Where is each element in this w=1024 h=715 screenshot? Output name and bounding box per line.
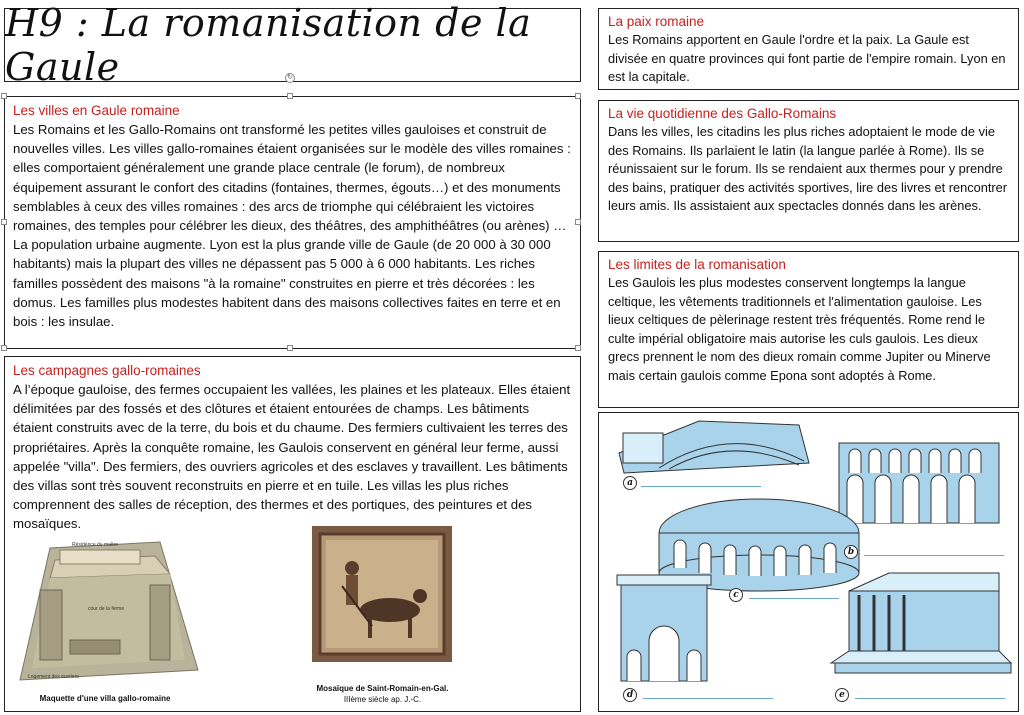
mosaic-caption-2: IIIème siècle ap. J.-C. [343,695,422,704]
monument-label-b: b [844,545,858,559]
monument-label-d: d [623,688,637,702]
limites-section [598,251,1019,408]
villes-paragraph-1: Les Romains et les Gallo-Romains ont transformé les petites villes gauloises et construit de nouvelles villes. Les villes gallo-romaines étaient organisées sur le modèle des villes romaines : elles comportaient généralement une grande place centrale (le forum), de nombreux équipement assurant le confort des citadins (fontaines, thermes, égouts…) et des monuments semblables à ceux des villes romaines : des arcs de triomphe qui célébraient les victoires romaines, des temples pour célébrer les dieux, des théâtres, des amphithéâtres (ou arènes) … [13,122,571,234]
limites-text: Les Gaulois les plus modestes conservent longtemps la langue celtique, les vêtements traditionnels et l'alimentation gauloise. Les lieux celtiques de pèlerinage restent très fréquentés. Rome rend le culte impérial obligatoire mais autorise les culs gaulois. Les dieux grecs prennent le nom des dieux romain comme Jupiter ou Minerve mais certain gaulois comme Epona sont adoptés à Rome. [608,275,991,383]
temple-drawing [831,573,1011,673]
answer-line-c[interactable] [749,598,839,599]
vie-heading: La vie quotidienne des Gallo-Romains [608,106,837,121]
selection-handle[interactable] [287,345,293,351]
villa-caption: Maquette d'une villa gallo-romaine [39,694,171,703]
answer-line-a[interactable] [641,486,761,487]
campagnes-heading: Les campagnes gallo-romaines [13,363,201,378]
selection-handle[interactable] [1,345,7,351]
page-title: H9 : La romanisation de la Gaule [5,1,532,89]
limites-heading: Les limites de la romanisation [608,257,786,272]
monuments-section [598,412,1019,712]
monument-label-c: c [729,588,743,602]
selection-handle[interactable] [287,93,293,99]
villes-heading: Les villes en Gaule romaine [13,103,180,118]
theatre-drawing [619,421,809,473]
rotate-handle[interactable]: ↻ [285,73,295,83]
vie-text: Dans les villes, les citadins les plus riches adoptaient le mode de vie des Romains. Ils parlaient le latin (la langue parlée à Rome). Ils se réunissaient sur le forum. Ils se rendaient aux thermes pour y prendre des bains, pratiquer des activités sportives, lire des livres et rencontrer leurs amis. Ils assistaient aux spectacles donnés dans les arènes. [608,124,1008,214]
selection-handle[interactable] [575,93,581,99]
villa-label-b: cour de la ferme [88,606,125,612]
villa-model-image [10,530,200,690]
paix-section [598,8,1019,90]
monument-label-e: e [835,688,849,702]
title-box [4,1,581,89]
paix-text: Les Romains apportent en Gaule l'ordre et la paix. La Gaule est divisée en quatre provinces qui font partie de l'empire romain. Lyon en est la capitale. [608,32,1006,85]
arch-drawing [617,575,711,681]
villa-label-c: Logement des ouvriers [28,674,79,680]
aqueduct-drawing [839,443,999,523]
selection-handle[interactable] [575,345,581,351]
answer-line-e[interactable] [855,698,1005,699]
mosaic-image [312,526,452,662]
mosaic-caption-1: Mosaïque de Saint-Romain-en-Gal. [316,684,449,693]
monument-label-a: a [623,476,637,490]
monuments-illustration [599,413,1019,712]
villes-paragraph-2: La population urbaine augmente. Lyon est la plus grande ville de Gaule (de 20 000 à 30 000 habitants) mais la plupart des villes ne dépassent pas 5 000 à 6 000 habitants. Les riches familles possèdent des maisons "à la romaine" construites en pierre et très décorées : les domus. Les familles plus modestes habitent dans des maisons collectives faites en terre et en bois : les insulae. [13,237,561,330]
selection-handle[interactable] [1,93,7,99]
answer-line-d[interactable] [643,698,773,699]
selection-handle[interactable] [575,219,581,225]
villa-label-a: Résidence du maître [72,542,119,548]
answer-line-b[interactable] [864,555,1004,556]
selection-handle[interactable] [1,219,7,225]
vie-section [598,100,1019,242]
paix-heading: La paix romaine [608,14,705,29]
villes-section [4,96,581,349]
campagnes-paragraph: A l’époque gauloise, des fermes occupaient les vallées, les plaines et les plateaux. Elles étaient délimitées par des fossés et des clôtures et étaient entourées de champs. Les bâtiments étaient construits avec de la terre, du bois et du chaume. Des fermiers cultivaient les terres des propriétaires. Après la conquête romaine, les Gaulois conservent en général leur ferme, aussi appelée "villa". Des fermiers, des ouvriers agricoles et des esclaves y travaillent. Les bâtiments des villas sont très souvent reconstruits en pierre et en tuile. Les villas les plus riches comprennent des salles de réception, des thermes et des portiques, des peintures et des mosaïques. [13,382,571,532]
